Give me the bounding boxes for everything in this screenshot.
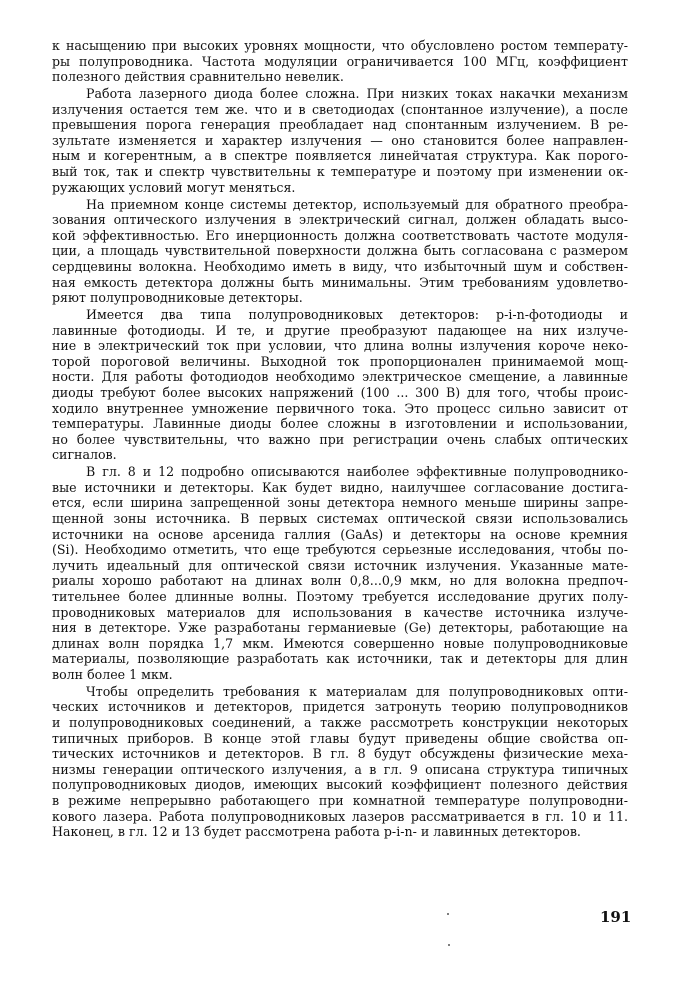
text-line: лавинные фотодиоды. И те, и другие преобразуют падающее на них излуче- [52, 322, 628, 338]
text-line: Имеется два типа полупроводниковых детекторов: p-i-n-фотодиоды и [86, 306, 628, 322]
text-line: торой пороговой величины. Выходной ток пропорционален принимаемой мощ- [52, 353, 628, 369]
text-line: диоды требуют более высоких напряжений (100 ... 300 В) для того, чтобы проис- [52, 384, 628, 400]
paragraph-3 [52, 197, 628, 306]
text-line: ции, а площадь чувствительной поверхности должна быть согласована с размером [52, 243, 628, 259]
text-line: ния в детекторе. Уже разработаны германиевые (Ge) детекторы, работающие на [52, 620, 628, 636]
text-line: (Si). Необходимо отметить, что еще требуются серьезные исследования, чтобы по- [52, 542, 628, 558]
text-line: ружающих условий могут меняться. [52, 179, 296, 195]
text-line: и полупроводниковых соединений, а также рассмотреть конструкции некоторых [52, 715, 628, 731]
page-number: 191 [600, 908, 632, 926]
text-line: сигналов. [52, 447, 117, 463]
paragraph-5 [52, 464, 628, 682]
text-line: В гл. 8 и 12 подробно описываются наиболее эффективные полупроводнико- [86, 464, 628, 480]
text-line: кой эффективностью. Его инерционность должна соответствовать частоте модуля- [52, 227, 628, 243]
text-line: к насыщению при высоких уровнях мощности, что обусловлено ростом температу- [52, 38, 628, 53]
text-line: тических источников и детекторов. В гл. 8 будут обсуждены физические меха- [52, 746, 628, 762]
text-line: сердцевины волокна. Необходимо иметь в виду, что избыточный шум и собствен- [52, 258, 628, 274]
text-line: вые источники и детекторы. Как будет видно, наилучшее согласование достига- [52, 479, 628, 495]
text-line: полупроводниковых диодов, имеющих высокий коэффициент полезного действия [52, 777, 628, 793]
text-line: ческих источников и детекторов, придется затронуть теорию полупроводников [52, 699, 628, 715]
paragraph-1 [52, 38, 628, 85]
text-line: ние в электрический ток при условии, что длина волны излучения короче неко- [52, 338, 628, 354]
text-line: лучить идеальный для оптической связи источник излучения. Указанные мате- [52, 557, 628, 573]
text-line: щенной зоны источника. В первых системах оптической связи использовались [52, 511, 628, 526]
text-line: источники на основе арсенида галлия (GaAs) и детекторы на основе кремния [52, 526, 628, 542]
text-line: типичных приборов. В конце этой главы будут приведены общие свойства оп- [52, 730, 628, 746]
text-line: Наконец, в гл. 12 и 13 будет рассмотрена работа p-i-n- и лавинных детекторов. [52, 824, 581, 840]
text-line: ряют полупроводниковые детекторы. [52, 290, 303, 306]
text-line: но более чувствительны, что важно при регистрации очень слабых оптических [52, 431, 628, 447]
text-line: ная емкость детектора должны быть минимальны. Этим требованиям удовлетво- [52, 274, 628, 290]
text-line: низмы генерации оптического излучения, а в гл. 9 описана структура типичных [52, 761, 628, 777]
text-line: Работа лазерного диода более сложна. При низких токах накачки механизм [86, 86, 628, 102]
paragraph-4 [52, 307, 628, 463]
text-line: вый ток, так и спектр чувствительны к температуре и поэтому при изменении ок- [52, 164, 628, 180]
text-line: Чтобы определить требования к материалам для полупроводниковых опти- [86, 683, 628, 699]
text-line: в режиме непрерывно работающего при комнатной температуре полупроводни- [52, 792, 628, 808]
text-line: температуры. Лавинные диоды более сложны в изготовлении и использовании, [52, 416, 628, 432]
text-line: ется, если ширина запрещенной зоны детектора немного меньше ширины запре- [52, 495, 628, 511]
text-line: риалы хорошо работают на длинах волн 0,8...0,9 мкм, но для волокна предпоч- [52, 573, 628, 589]
scan-speck [448, 944, 450, 946]
text-line: тительнее более длинные волны. Поэтому требуется исследование других полу- [52, 588, 628, 604]
text-line: длинах волн порядка 1,7 мкм. Имеются совершенно новые полупроводниковые [52, 635, 628, 651]
text-line: зования оптического излучения в электрический сигнал, должен обладать высо- [52, 212, 628, 228]
paragraph-6 [52, 684, 628, 840]
text-line: ным и когерентным, а в спектре появляется линейчатая структура. Как порого- [52, 148, 628, 164]
text-line: кового лазера. Работа полупроводниковых лазеров рассматривается в гл. 10 и 11. [52, 808, 628, 824]
text-line: проводниковых материалов для использования в качестве источника излуче- [52, 604, 628, 620]
text-line: На приемном конце системы детектор, используемый для обратного преобра- [86, 196, 628, 212]
text-line: ности. Для работы фотодиодов необходимо электрическое смещение, а лавинные [52, 369, 628, 385]
scan-speck [447, 913, 449, 915]
page-body [52, 38, 628, 841]
text-line: превышения порога генерация преобладает над спонтанным излучением. В ре- [52, 117, 628, 133]
text-line: материалы, позволяющие разработать как источники, так и детекторы для длин [52, 651, 628, 667]
paragraph-2 [52, 86, 628, 195]
text-line: ры полупроводника. Частота модуляции ограничивается 100 МГц, коэффициент [52, 53, 628, 69]
text-line: полезного действия сравнительно невелик. [52, 69, 344, 85]
text-line: зультате изменяется и характер излучения — оно становится более направлен- [52, 132, 628, 148]
text-line: ходило внутреннее умножение первичного тока. Это процесс сильно зависит от [52, 400, 628, 416]
text-line: волн более 1 мкм. [52, 666, 173, 682]
text-line: излучения остается тем же. что и в светодиодах (спонтанное излучение), а после [52, 101, 628, 117]
